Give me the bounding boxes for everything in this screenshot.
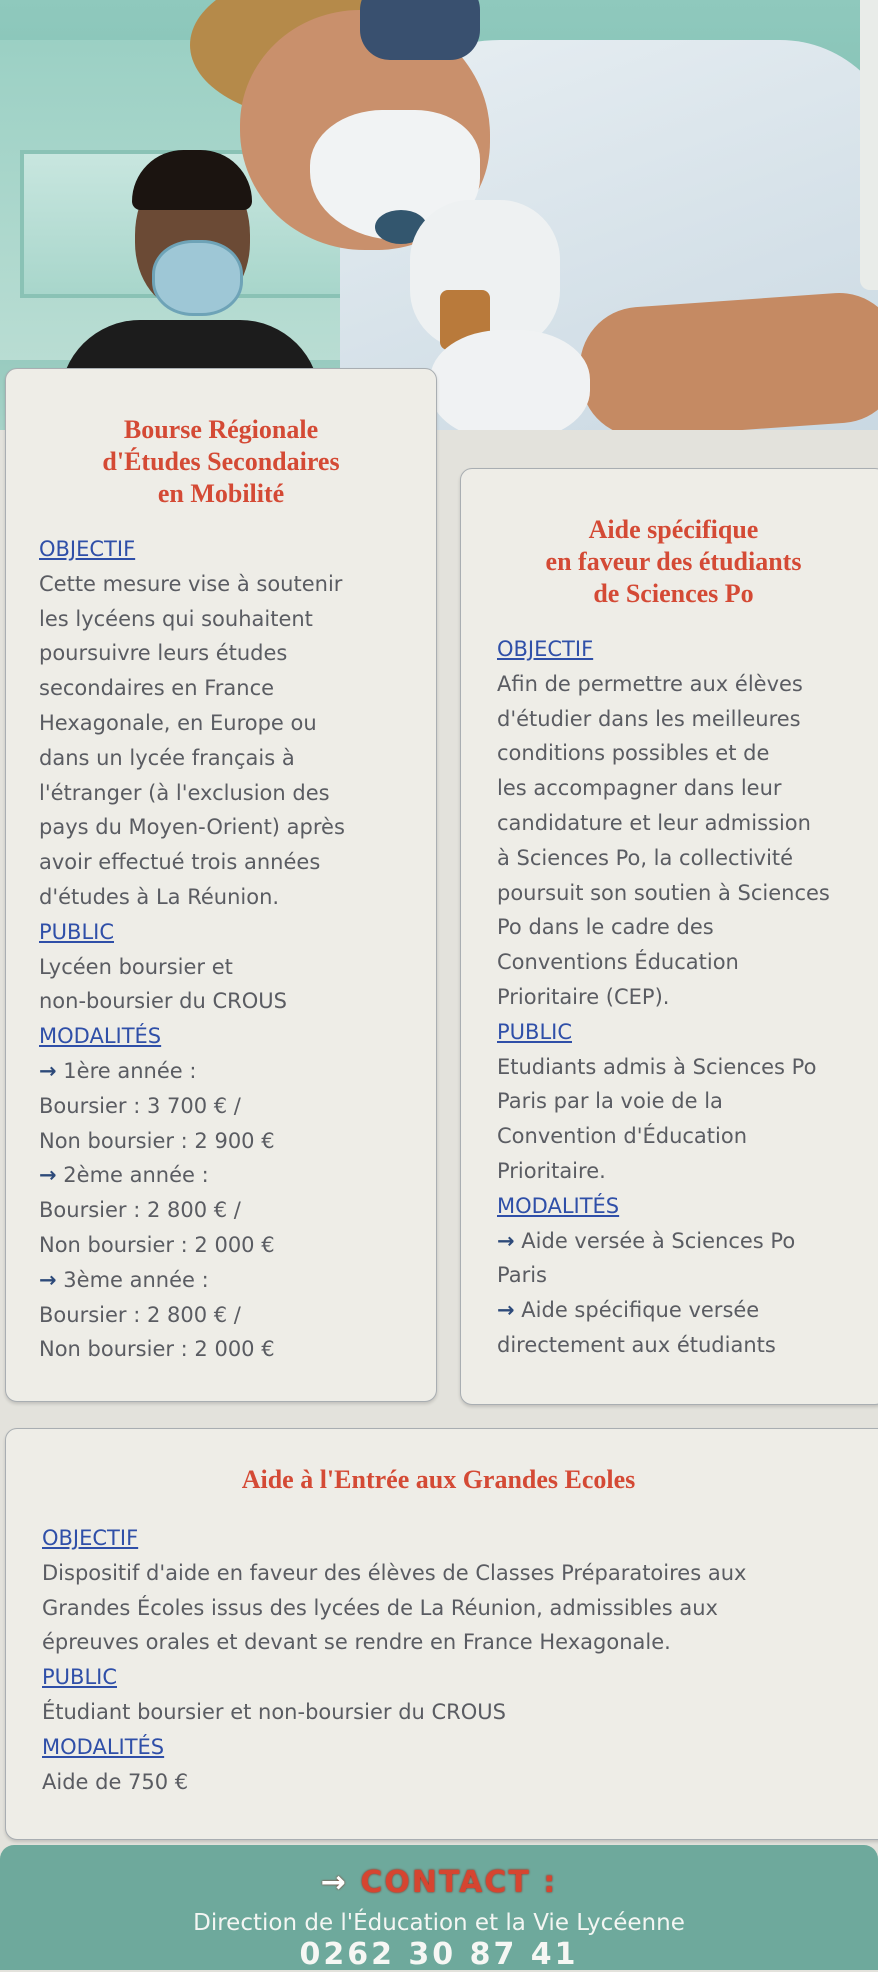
card-body: OBJECTIF Cette mesure vise à soutenir les lycéens qui souhaitent poursuivre leurs études secondaires en France Hexagonale, en Europe ou dans un lycée français à l'étranger (à l'exclusion des pays du Moyen-Orient) après avoir effectué trois années d'études à La Réunion. PUBLIC Lycéen boursier et non-boursier du CROUS MODALITÉS → 1ère année : Boursier : 3 700 € / Non boursier : 2 900 € → 2ème année : Boursier : 2 800 € / Non boursier : 2 000 € → 3ème année : Boursier : 2 800 € / Non boursier : 2 000 €	[39, 532, 345, 1367]
card-grandes-ecoles	[5, 1428, 878, 1840]
section-objectif: OBJECTIF	[39, 537, 136, 561]
section-modalites: MODALITÉS	[497, 1193, 620, 1218]
card-title: Aide à l'Entrée aux Grandes Ecoles	[241, 1465, 636, 1494]
contact-phone[interactable]: 0262 30 87 41	[299, 1937, 579, 1972]
arrow-icon: →	[39, 1267, 57, 1292]
arrow-icon: →	[497, 1228, 515, 1253]
card-body: OBJECTIF Dispositif d'aide en faveur des élèves de Classes Préparatoires aux Grandes Écoles issus des lycées de La Réunion, admissibles aux épreuves orales et devant se rendre en France Hexagonale. PUBLIC Étudiant boursier et non-boursier du CROUS MODALITÉS Aide de 750 €	[42, 1521, 746, 1799]
respirator-mask	[152, 240, 243, 316]
section-modalites: MODALITÉS	[42, 1734, 165, 1759]
section-public: PUBLIC	[42, 1665, 117, 1690]
section-objectif: OBJECTIF	[42, 1526, 139, 1550]
arrow-icon: →	[320, 1865, 348, 1900]
card-title: Aide spécifique en faveur des étudiants de Sciences Po	[545, 515, 802, 608]
section-modalites: MODALITÉS	[39, 1024, 162, 1049]
card-body: OBJECTIF Afin de permettre aux élèves d'étudier dans les meilleures conditions possibles et de les accompagner dans leur candidature et leur admission à Sciences Po, la collectivité poursuit son soutien à Sciences Po dans le cadre des Conventions Éducation Prioritaire (CEP). PUBLIC Etudiants admis à Sciences Po Paris par la voie de la Convention d'Éducation Prioritaire. MODALITÉS → Aide versée à Sciences Po Paris → Aide spécifique versée directement aux étudiants	[497, 632, 830, 1363]
card-title: Bourse Régionale d'Études Secondaires en Mobilité	[102, 415, 340, 508]
arrow-icon: →	[39, 1058, 57, 1083]
ear-protection	[360, 0, 480, 60]
section-public: PUBLIC	[39, 919, 114, 944]
section-public: PUBLIC	[497, 1019, 572, 1044]
section-objectif: OBJECTIF	[497, 637, 594, 661]
contact-service: Direction de l'Éducation et la Vie Lycéenne	[193, 1910, 685, 1936]
arrow-icon: →	[39, 1163, 57, 1188]
contact-heading: → CONTACT :	[320, 1865, 558, 1900]
card-sciences-po	[460, 468, 878, 1405]
contact-band	[0, 1845, 878, 1970]
arrow-icon: →	[497, 1298, 515, 1323]
card-bourse-mobilite	[5, 368, 437, 1402]
header-photo	[0, 0, 878, 430]
